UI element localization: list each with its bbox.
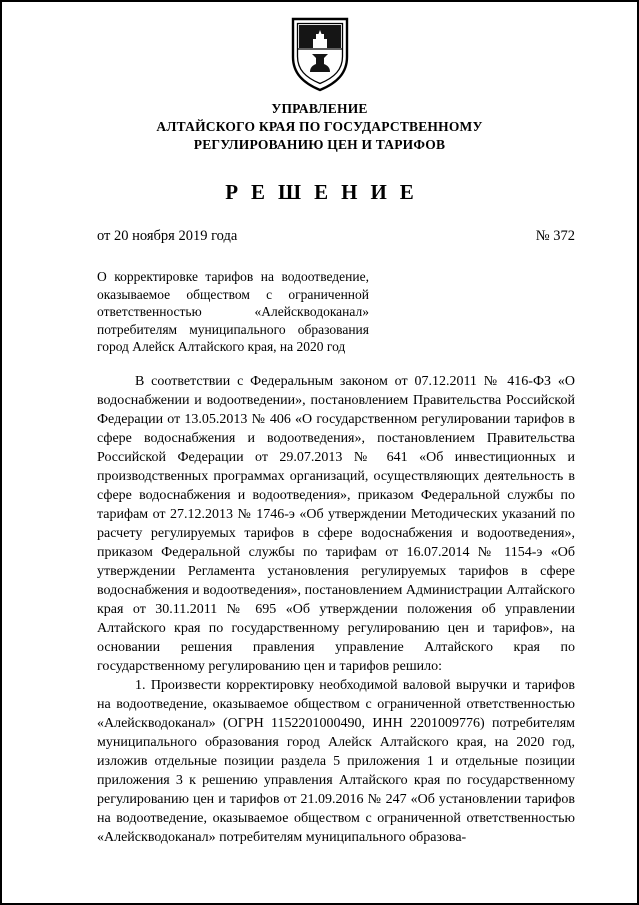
- body-paragraph: 1. Произвести корректировку необходимой валовой выручки и тарифов на водоотведение, оказываемое обществом с ограниченной ответственностью «Алейскводоканал» (ОГРН 1152201000490, ИНН 2201009776) потребителям муниципального образования город Алейск Алтайского края, на 2020 год, изложив отдельные позиции раздела 5 приложения 1 и отдельные позиции приложения 3 к решению управления Алтайского края по государственному регулированию цен и тарифов от 21.09.2016 № 247 «Об установлении тарифов на водоотведение, оказываемое обществом с ограниченной ответственностью «Алейскводоканал» потребителям муниципального образова-: [97, 677, 575, 845]
- org-name-line: РЕГУЛИРОВАНИЮ ЦЕН И ТАРИФОВ: [193, 137, 446, 152]
- org-name-line: АЛТАЙСКОГО КРАЯ ПО ГОСУДАРСТВЕННОМУ: [156, 119, 483, 134]
- org-name-line: УПРАВЛЕНИЕ: [271, 101, 368, 116]
- org-name: [2, 100, 637, 154]
- document-date: от 20 ноября 2019 года: [97, 228, 238, 244]
- document-title: РЕШЕНИЕ: [225, 180, 427, 204]
- body-paragraph: В соответствии с Федеральным законом от 07.12.2011 № 416-ФЗ «О водоснабжении и водоотведении», постановлением Правительства Российской Федерации от 13.05.2013 № 406 «О государственном регулировании тарифов в сфере водоснабжения и водоотведения», постановлением Правительства Российской Федерации от 29.07.2013 № 641 «Об инвестиционных и производственных программах организаций, осуществляющих деятельность в сфере водоснабжения и водоотведения», приказом Федеральной службы по тарифам от 27.12.2013 № 1746-э «Об утверждении Методических указаний по расчету регулируемых тарифов в сфере водоснабжения и водоотведения», приказом Федеральной службы по тарифам от 16.07.2014 № 1154-э «Об утверждении Регламента установления регулируемых тарифов в сфере водоснабжения и водоотведения», постановлением Администрации Алтайского края от 30.11.2011 № 695 «Об утверждении положения об управлении Алтайского края по государственному регулированию цен и тарифов», на основании решения правления управление Алтайского края по государственному регулированию цен и тарифов решило:: [97, 373, 575, 674]
- coat-of-arms-icon: [287, 16, 353, 94]
- document-number: № 372: [535, 228, 575, 244]
- subject-block: О корректировке тарифов на водоотведение, оказываемое обществом с ограниченной ответственностью «Алейскводоканал» потребителям муниципального образования город Алейск Алтайского края, на 2020 год: [97, 269, 369, 354]
- date-number-row: [2, 227, 637, 246]
- document-body: [2, 372, 637, 847]
